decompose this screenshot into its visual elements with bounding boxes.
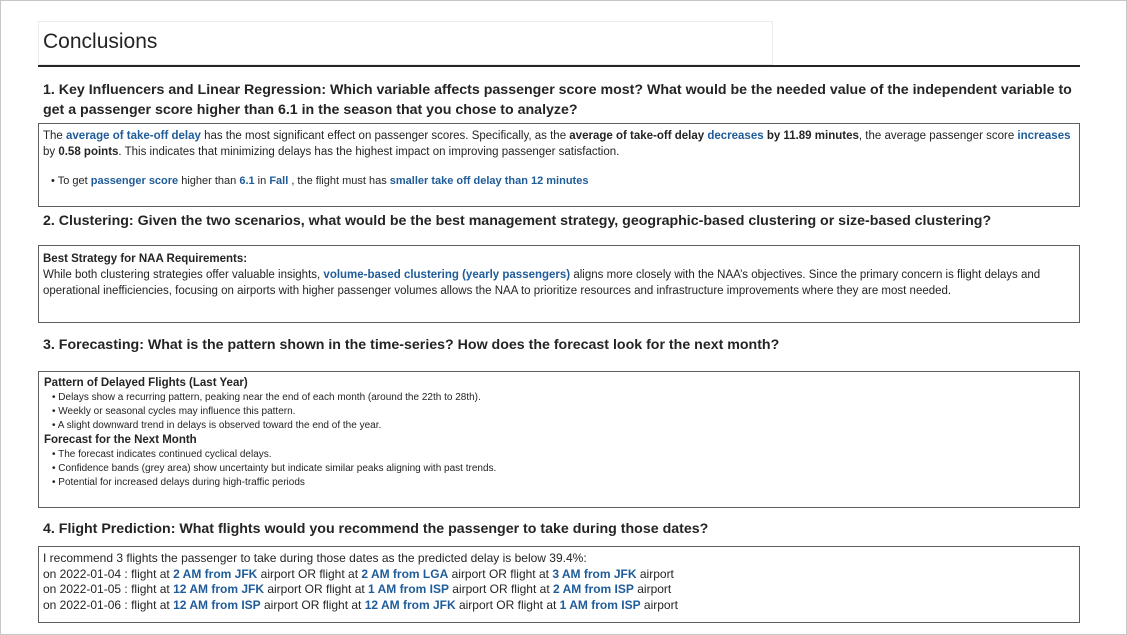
answer-2-heading: Best Strategy for NAA Requirements: — [43, 253, 248, 265]
bold-amount: by 11.89 minutes — [763, 130, 859, 142]
title-divider — [38, 65, 1080, 67]
flight-option: 12 AM from JFK — [364, 597, 456, 612]
text-segment: has the most significant effect on passenger scores. Specifically, as the — [200, 130, 570, 142]
flight-option: 1 AM from ISP — [368, 582, 449, 596]
highlight-decreases: decreases — [707, 130, 764, 142]
text-segment: on 2022-01-04 : flight at — [43, 566, 174, 581]
text-segment: higher than — [178, 175, 240, 187]
highlight-increases: increases — [1017, 130, 1071, 142]
text-segment: While both clustering strategies offer valuable insights, — [43, 269, 324, 281]
text-segment: . This indicates that minimizing delays has the highest impact on improving passenger satisfaction. — [118, 146, 620, 158]
highlight-value: 6.1 — [239, 175, 255, 187]
answer-2-text — [43, 267, 1075, 299]
question-2: 2. Clustering: Given the two scenarios, what would be the best management strategy, geographic-based clustering or size-based clustering? — [43, 213, 992, 229]
forecast-bullet: • Confidence bands (grey area) show uncertainty but indicate similar peaks aligning with past trends. — [52, 463, 497, 474]
flight-option: 3 AM from JFK — [552, 566, 637, 581]
text-segment: , the average passenger score — [858, 130, 1018, 142]
flight-row — [43, 567, 1075, 583]
text-segment: aligns more closely with the NAA’s objectives. Since the primary concern is flight delays and operational inefficiencies, focusing on airports with higher passenger volumes allows the NAA to prioritize resources and infrastructure improvements where they are most needed. — [43, 269, 1041, 297]
text-segment: airport — [636, 566, 674, 581]
highlight-variable: average of take-off delay — [66, 130, 201, 142]
answer-1-text — [43, 128, 1075, 160]
flight-option: 1 AM from ISP — [559, 597, 641, 612]
text-segment: airport OR flight at — [448, 566, 553, 581]
text-segment: airport OR flight at — [260, 597, 365, 612]
bold-variable: average of take-off delay — [569, 130, 705, 142]
answer-1-bullet — [43, 173, 1075, 189]
text-segment: airport OR flight at — [257, 566, 362, 581]
text-segment: , the flight must has — [288, 175, 390, 187]
flight-option: 12 AM from JFK — [173, 582, 264, 596]
page-title: Conclusions — [43, 30, 158, 53]
highlight-season: Fall — [269, 175, 289, 187]
flight-row — [43, 582, 1075, 598]
pattern-bullet: • Delays show a recurring pattern, peaking near the end of each month (around the 22th to 28th). — [52, 392, 481, 403]
answer-4-intro: I recommend 3 flights the passenger to take during those dates as the predicted delay is below 39.4%: — [43, 551, 587, 565]
answer-4-box — [38, 546, 1080, 623]
text-segment: airport — [633, 582, 672, 596]
question-3: 3. Forecasting: What is the pattern shown in the time-series? How does the forecast look for the next month? — [43, 337, 780, 353]
forecast-bullet: • The forecast indicates continued cyclical delays. — [52, 449, 272, 460]
flight-option: 2 AM from ISP — [553, 582, 634, 596]
flight-option: 2 AM from LGA — [361, 566, 449, 581]
text-segment: • To get — [51, 175, 91, 187]
text-segment: on 2022-01-05 : flight at — [43, 582, 174, 596]
text-segment: on 2022-01-06 : flight at — [43, 597, 174, 612]
text-segment: airport OR flight at — [264, 582, 369, 596]
pattern-bullet: • Weekly or seasonal cycles may influence this pattern. — [52, 406, 296, 417]
flight-row — [43, 598, 1075, 614]
flight-option: 12 AM from ISP — [173, 597, 261, 612]
question-4: 4. Flight Prediction: What flights would you recommend the passenger to take during those dates? — [43, 521, 709, 537]
highlight-score: passenger score — [90, 175, 179, 187]
bold-points: 0.58 points — [58, 146, 119, 158]
text-segment: airport OR flight at — [455, 597, 560, 612]
pattern-heading: Pattern of Delayed Flights (Last Year) — [44, 377, 248, 389]
title-box — [38, 21, 773, 65]
answer-1-box — [38, 123, 1080, 207]
answer-3-box — [38, 371, 1080, 508]
text-segment: airport — [640, 597, 678, 612]
text-segment: The — [43, 130, 67, 142]
question-1: 1. Key Influencers and Linear Regression: Which variable affects passenger score most? What would be the needed value of the independent variable to get a passenger score higher than 6.1 in the season that you chose to analyze? — [43, 82, 1072, 118]
text-segment: in — [254, 175, 270, 187]
text-segment: by — [43, 146, 59, 158]
pattern-bullet: • A slight downward trend in delays is observed toward the end of the year. — [52, 420, 382, 431]
highlight-strategy: volume-based clustering (yearly passengers) — [323, 269, 571, 281]
text-segment: airport OR flight at — [448, 582, 553, 596]
forecast-bullet: • Potential for increased delays during high-traffic periods — [52, 477, 305, 488]
forecast-heading: Forecast for the Next Month — [44, 434, 197, 446]
answer-2-box — [38, 245, 1080, 323]
flight-option: 2 AM from JFK — [173, 566, 258, 581]
highlight-condition: smaller take off delay than 12 minutes — [389, 175, 589, 187]
